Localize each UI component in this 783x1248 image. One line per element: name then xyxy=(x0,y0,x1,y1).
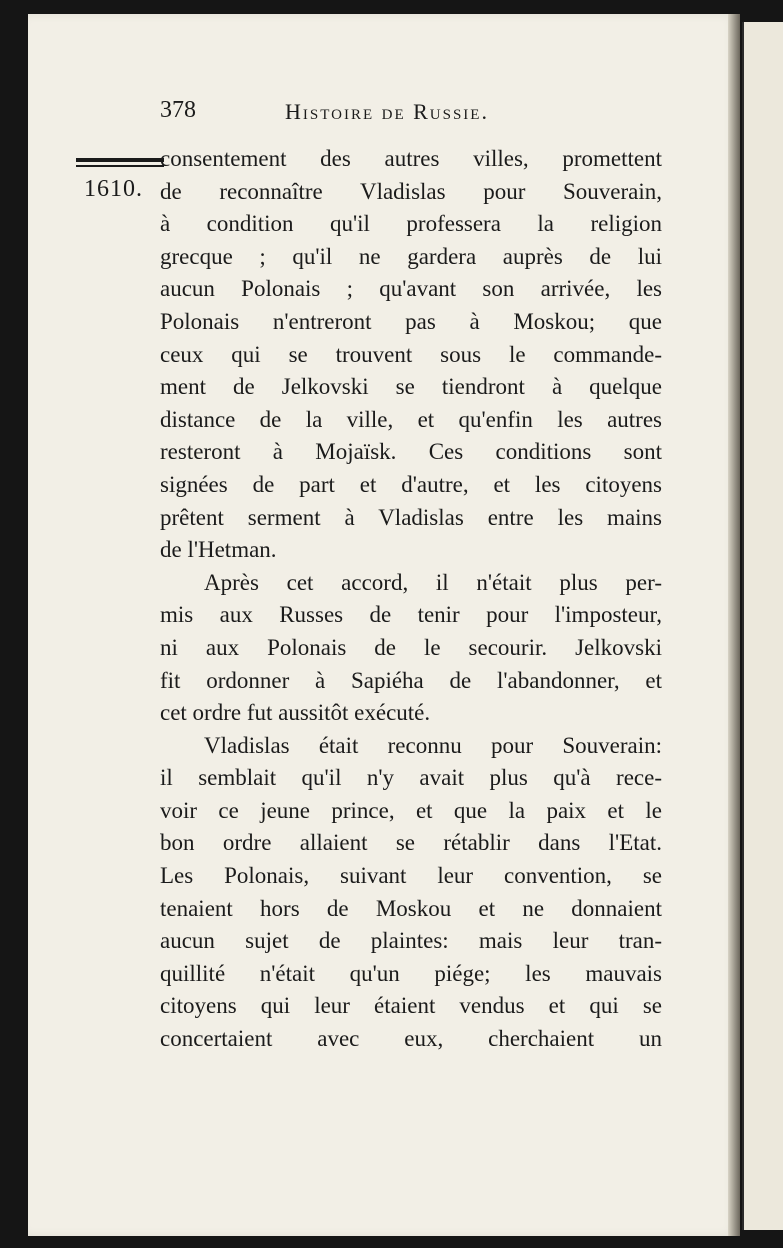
text-line: voir ce jeune prince, et que la paix et le xyxy=(160,797,662,823)
text-line: concertaient avec eux, cherchaient un xyxy=(160,1026,662,1052)
running-title: Histoire de Russie. xyxy=(285,99,489,124)
text-line: quillité n'était qu'un piége; les mauvais xyxy=(160,960,662,986)
text-line: signées de part et d'autre, et les citoyens xyxy=(160,471,662,497)
text-line: cet ordre fut aussitôt exécuté. xyxy=(160,700,431,726)
text-line: Polonais n'entreront pas à Moskou; que xyxy=(160,308,662,334)
text-line: tenaient hors de Moskou et ne donnaient xyxy=(160,895,662,921)
page-gutter xyxy=(728,14,740,1236)
text-line: de reconnaître Vladislas pour Souverain, xyxy=(160,178,662,204)
text-line: prêtent serment à Vladislas entre les mains xyxy=(160,504,662,530)
text-line: ment de Jelkovski se tiendront à quelque xyxy=(160,374,662,400)
text-line: mis aux Russes de tenir pour l'imposteur, xyxy=(160,602,662,628)
text-line: de l'Hetman. xyxy=(160,537,277,563)
page-number: 378 xyxy=(160,97,196,123)
text-line: citoyens qui leur étaient vendus et qui se xyxy=(160,993,662,1019)
body-text xyxy=(160,143,662,1056)
text-line: resteront à Mojaïsk. Ces conditions sont xyxy=(160,439,662,465)
margin-rule-thin xyxy=(76,165,164,167)
text-line: grecque ; qu'il ne gardera auprès de lui xyxy=(160,243,662,269)
text-line: aucun sujet de plaintes: mais leur tran- xyxy=(160,928,662,954)
text-line: ceux qui se trouvent sous le commande- xyxy=(160,341,662,367)
margin-rule xyxy=(76,158,164,162)
text-line: ni aux Polonais de le secourir. Jelkovski xyxy=(160,634,662,660)
text-line: fit ordonner à Sapiéha de l'abandonner, et xyxy=(160,667,662,693)
text-line: bon ordre allaient se rétablir dans l'Etat. xyxy=(160,830,662,856)
text-line: Les Polonais, suivant leur convention, se xyxy=(160,863,662,889)
margin-year: 1610. xyxy=(84,176,143,202)
facing-page-edge xyxy=(742,22,783,1230)
text-line: distance de la ville, et qu'enfin les autres xyxy=(160,406,662,432)
text-line: aucun Polonais ; qu'avant son arrivée, les xyxy=(160,276,662,302)
text-line: Vladislas était reconnu pour Souverain: xyxy=(204,732,662,758)
text-line: Après cet accord, il n'était plus per- xyxy=(204,569,662,595)
text-line: consentement des autres villes, promettent xyxy=(160,146,662,171)
text-line: à condition qu'il professera la religion xyxy=(160,211,662,237)
text-line: il semblait qu'il n'y avait plus qu'à rece- xyxy=(160,765,662,791)
